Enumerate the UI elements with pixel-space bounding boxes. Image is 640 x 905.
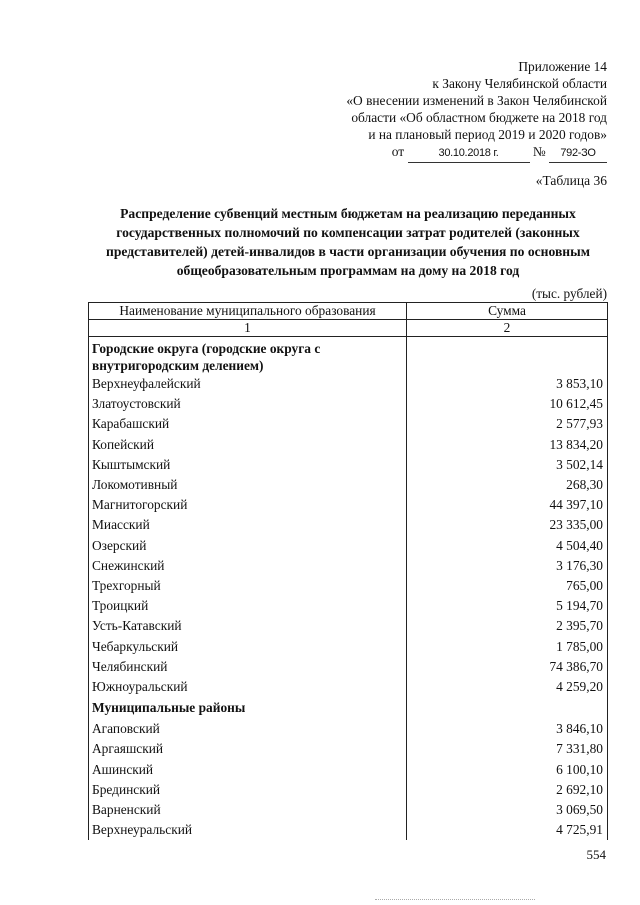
subvention-amount: 6 100,10 — [407, 760, 608, 780]
units-label: (тыс. рублей) — [531, 286, 607, 301]
municipality-name: Миасский — [89, 515, 407, 535]
municipality-name: Карабашский — [89, 414, 407, 434]
number-sign: № — [532, 144, 546, 159]
municipality-name: Магнитогорский — [89, 495, 407, 515]
document-header — [346, 58, 607, 163]
law-reference-line: области «Об областном бюджете на 2018 год — [351, 110, 607, 125]
table-row — [89, 637, 608, 657]
table-row — [89, 760, 608, 780]
table-row — [89, 515, 608, 535]
subvention-amount: 10 612,45 — [407, 394, 608, 414]
table-row — [89, 780, 608, 800]
table-row — [89, 677, 608, 697]
group-title: Городские округа (городские округа с внутригородским делением) — [89, 337, 407, 375]
table-row — [89, 435, 608, 455]
date-prefix: от — [391, 144, 405, 159]
municipality-name: Чебаркульский — [89, 637, 407, 657]
municipality-name: Кыштымский — [89, 455, 407, 475]
municipality-name: Верхнеуральский — [89, 820, 407, 840]
subvention-amount: 3 846,10 — [407, 719, 608, 739]
table-row — [89, 657, 608, 677]
municipality-name: Снежинский — [89, 556, 407, 576]
law-reference-line: к Закону Челябинской области — [432, 76, 607, 91]
group-title: Муниципальные районы — [89, 697, 407, 719]
municipality-name: Озерский — [89, 536, 407, 556]
table-row — [89, 800, 608, 820]
municipality-name: Копейский — [89, 435, 407, 455]
subvention-amount: 2 395,70 — [407, 616, 608, 636]
municipality-name: Южноуральский — [89, 677, 407, 697]
date-number-line — [346, 143, 607, 163]
subvention-amount: 2 692,10 — [407, 780, 608, 800]
subvention-amount: 7 331,80 — [407, 739, 608, 759]
subvention-amount: 4 504,40 — [407, 536, 608, 556]
table-row — [89, 576, 608, 596]
municipality-name: Агаповский — [89, 719, 407, 739]
table-header-row — [89, 303, 608, 320]
subvention-amount: 4 259,20 — [407, 677, 608, 697]
subvention-amount: 74 386,70 — [407, 657, 608, 677]
subvention-amount: 1 785,00 — [407, 637, 608, 657]
law-reference-line: «О внесении изменений в Закон Челябинской — [346, 93, 607, 108]
page-number: 554 — [586, 847, 606, 862]
table-row — [89, 394, 608, 414]
municipality-name: Аргаяшский — [89, 739, 407, 759]
table-row — [89, 820, 608, 840]
law-reference-line: и на плановый период 2019 и 2020 годов» — [368, 127, 607, 142]
table-row — [89, 616, 608, 636]
municipality-name: Ашинский — [89, 760, 407, 780]
column-number-2: 2 — [407, 320, 608, 337]
subvention-amount: 3 176,30 — [407, 556, 608, 576]
municipality-name: Брединский — [89, 780, 407, 800]
subvention-amount: 5 194,70 — [407, 596, 608, 616]
subvention-amount: 23 335,00 — [407, 515, 608, 535]
date-value: 30.10.2018 г. — [408, 145, 530, 163]
subvention-amount: 765,00 — [407, 576, 608, 596]
column-header-sum: Сумма — [407, 303, 608, 320]
municipality-name: Варненский — [89, 800, 407, 820]
table-row — [89, 374, 608, 394]
subvention-amount: 44 397,10 — [407, 495, 608, 515]
table-row — [89, 556, 608, 576]
document-title: Распределение субвенций местным бюджетам на реализацию переданных государственных полномочий по компенсации затрат родителей (законных представителей) детей-инвалидов в части организации обучения по основным общеобразовательным программам на дому на 2018 год — [105, 206, 590, 278]
table-row — [89, 414, 608, 434]
subvention-amount: 268,30 — [407, 475, 608, 495]
subvention-table — [88, 302, 608, 840]
scan-artifact — [375, 899, 535, 901]
subvention-amount: 3 502,14 — [407, 455, 608, 475]
appendix-label: Приложение 14 — [518, 59, 607, 74]
column-number-row — [89, 320, 608, 337]
table-row — [89, 596, 608, 616]
table-row — [89, 536, 608, 556]
table-label: «Таблица 36 — [535, 173, 607, 188]
column-header-name: Наименование муниципального образования — [89, 303, 407, 320]
municipality-name: Троицкий — [89, 596, 407, 616]
municipality-name: Верхнеуфалейский — [89, 374, 407, 394]
subvention-amount: 4 725,91 — [407, 820, 608, 840]
subvention-amount: 3 853,10 — [407, 374, 608, 394]
municipality-name: Златоустовский — [89, 394, 407, 414]
table-row — [89, 455, 608, 475]
municipality-name: Локомотивный — [89, 475, 407, 495]
number-value: 792-ЗО — [549, 145, 607, 163]
column-number-1: 1 — [89, 320, 407, 337]
subvention-amount: 13 834,20 — [407, 435, 608, 455]
municipality-name: Усть-Катавский — [89, 616, 407, 636]
table-row — [89, 739, 608, 759]
subvention-amount: 3 069,50 — [407, 800, 608, 820]
table-row — [89, 475, 608, 495]
municipality-name: Трехгорный — [89, 576, 407, 596]
table-row — [89, 495, 608, 515]
table-row — [89, 719, 608, 739]
municipality-name: Челябинский — [89, 657, 407, 677]
group-row — [89, 697, 608, 719]
subvention-amount: 2 577,93 — [407, 414, 608, 434]
group-row — [89, 337, 608, 375]
